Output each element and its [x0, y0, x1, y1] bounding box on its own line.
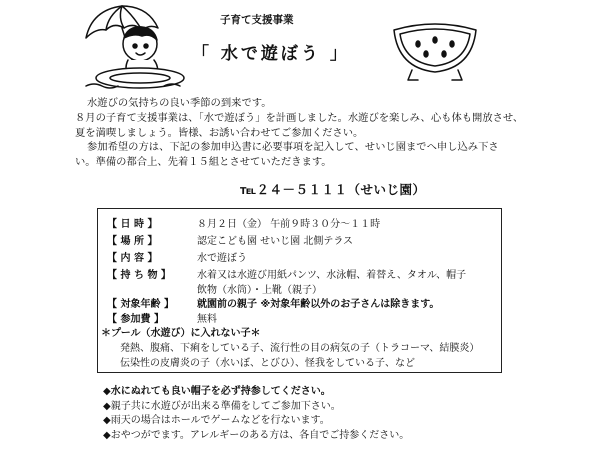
note-item: ◆水にぬれても良い帽子を必ず持参してください。 — [103, 386, 331, 397]
intro-line: 水遊びの気持ちの良い季節の到来です。 — [87, 97, 272, 109]
detail-row-fee — [107, 314, 217, 325]
detail-row-belongings — [107, 270, 467, 281]
detail-value: ８月２日（金） 午前９時３０分～１１時 — [197, 219, 381, 230]
intro-line: い。準備の都合上、先着１５組とさせていただきます。 — [75, 156, 332, 169]
child-umbrella-illustration — [78, 2, 188, 92]
note-item: ◆雨天の場合はホールでゲームなどを行ないます。 — [103, 415, 330, 426]
intro-paragraph — [75, 96, 585, 170]
detail-row-age — [107, 299, 440, 310]
watermelon-illustration — [388, 16, 483, 86]
detail-value: 認定こども園 せいじ園 北側テラス — [197, 236, 354, 247]
detail-row-content — [107, 253, 247, 264]
contact-phone: ℡２４－５１１１（せいじ園） — [240, 182, 426, 197]
notes-list — [103, 385, 409, 443]
detail-row-belongings-cont — [107, 285, 322, 296]
intro-line: ８月の子育て支援事業は、「水で遊ぼう」を計画しました。水遊びを楽しみ、心も体も開放させ、 — [75, 111, 524, 124]
detail-value: 就園前の親子 ※対象年齢以外のお子さんは除きます。 — [197, 299, 440, 310]
intro-line: 参加希望の方は、下記の参加申込書に必要事項を記入して、せいじ園までへ申し込み下さ — [87, 141, 499, 154]
event-title: 「 水で遊ぼう 」 — [192, 44, 350, 64]
detail-value: 水で遊ぼう — [197, 253, 247, 264]
note-item: ◆おやつがでます。アレルギーのある方は、各自でご持参ください。 — [103, 429, 410, 441]
detail-label: 【 内 容 】 — [107, 253, 158, 264]
detail-row-place — [107, 236, 354, 247]
detail-value: 無料 — [197, 314, 217, 325]
event-subtitle: 子育て支援事業 — [220, 14, 294, 26]
detail-label: 【 対象年齢 】 — [107, 299, 174, 310]
detail-label: 【 日 時 】 — [107, 219, 158, 230]
note-item: ◆親子共に水遊びが出来る準備をしてご参加下さい。 — [103, 400, 341, 412]
intro-line: 夏を満喫しましょう。皆様、お誘い合わせてご参加ください。 — [75, 126, 364, 139]
pool-restriction-line: 発熱、腹痛、下痢をしている子、流行性の目の病気の子（トラコーマ、結膜炎） — [120, 343, 480, 354]
detail-label: 【 参加費 】 — [107, 314, 164, 325]
detail-value: 飲物（水筒）・上靴（親子） — [197, 285, 322, 296]
detail-row-date — [107, 219, 381, 230]
detail-label: 【 場 所 】 — [107, 236, 158, 247]
detail-value: 水着又は水遊び用紙パンツ、水泳帽、着替え、タオル、帽子 — [197, 270, 467, 281]
pool-restriction-line: 伝染性の皮膚炎の子（水いぼ、とびひ）、怪我をしている子、など — [120, 358, 415, 369]
pool-restriction-title: ＊プール（水遊び）に入れない子＊ — [101, 328, 261, 339]
detail-label: 【 持 ち 物 】 — [107, 270, 171, 281]
